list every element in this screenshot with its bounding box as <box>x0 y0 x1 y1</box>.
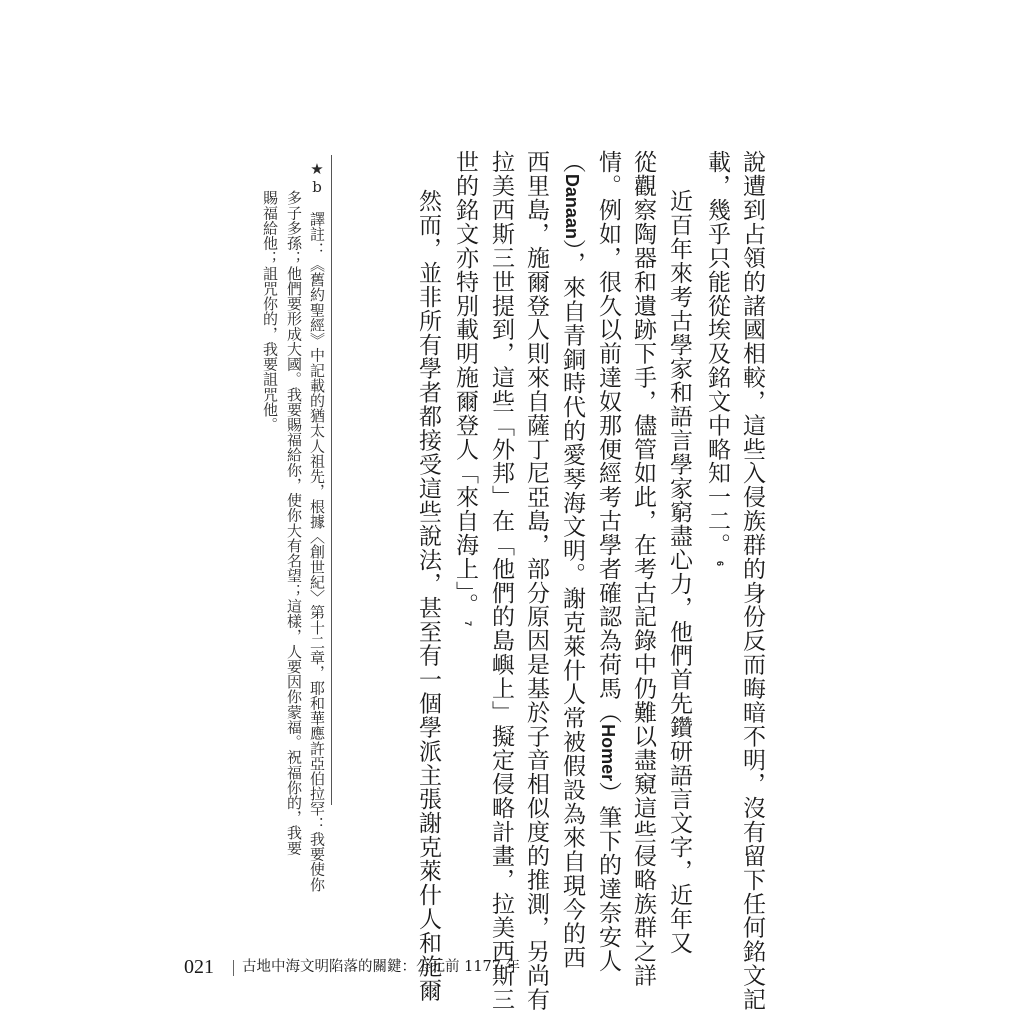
body-text-column: 世的銘文亦特別載明施爾登人「來自海上」。7 <box>452 150 478 626</box>
body-text-column: 情。例如，很久以前達奴那便經考古學者確認為荷馬（Homer）筆下的達奈安人 <box>595 150 621 973</box>
footer-separator <box>233 960 234 976</box>
footnote-line: 賜福給他；詛咒你的，我要詛咒他。 <box>261 190 279 432</box>
footnote-line: 多子多孫；他們要形成大國。我要賜福給你，使你大有名望；這樣，人要因你蒙福。祝福你的，我要 <box>285 190 303 856</box>
page-number: 021 <box>184 956 214 978</box>
body-text-column: （Danaan），來自青銅時代的愛琴海文明。謝克萊什人常被假設為來自現今的西 <box>559 150 585 969</box>
body-text-column: 西里島，施爾登人則來自薩丁尼亞島，部分原因是基於子音相似度的推測，另尚有 <box>523 150 549 1012</box>
body-text-column: 近百年來考古學家和語言學家窮盡心力，他們首先鑽研語言文字，近年又 <box>666 189 692 955</box>
body-text-column: 然而，並非所有學者都接受這些說法，甚至有一個學派主張謝克萊什人和施爾 <box>415 189 441 1003</box>
footnote-divider <box>331 155 332 805</box>
body-text-column: 從觀察陶器和遺跡下手，儘管如此，在考古記錄中仍難以盡窺這些侵略族群之詳 <box>630 150 656 988</box>
endnote-marker: 6 <box>715 560 725 566</box>
endnote-marker: 7 <box>463 620 473 626</box>
latin-term: Danaan <box>562 173 582 239</box>
body-text-column: 拉美西斯三世提到，這些「外邦」在「他們的島嶼上」擬定侵略計畫，拉美西斯三 <box>488 150 514 1012</box>
body-text-column: 載，幾乎只能從埃及銘文中略知一二。6 <box>704 150 730 566</box>
footnote-line: ★b 譯註：《舊約聖經》中記載的猶太人祖先，根據〈創世紀〉第十二章，耶和華應許亞伯拉罕：我要使你 <box>308 160 326 892</box>
latin-term: Homer <box>598 724 618 782</box>
running-header: 古地中海文明陷落的關鍵：公元前 1177 年 <box>242 959 521 975</box>
body-text-column: 說遭到占領的諸國相較，這些入侵族群的身份反而晦暗不明，沒有留下任何銘文記 <box>739 150 765 1012</box>
